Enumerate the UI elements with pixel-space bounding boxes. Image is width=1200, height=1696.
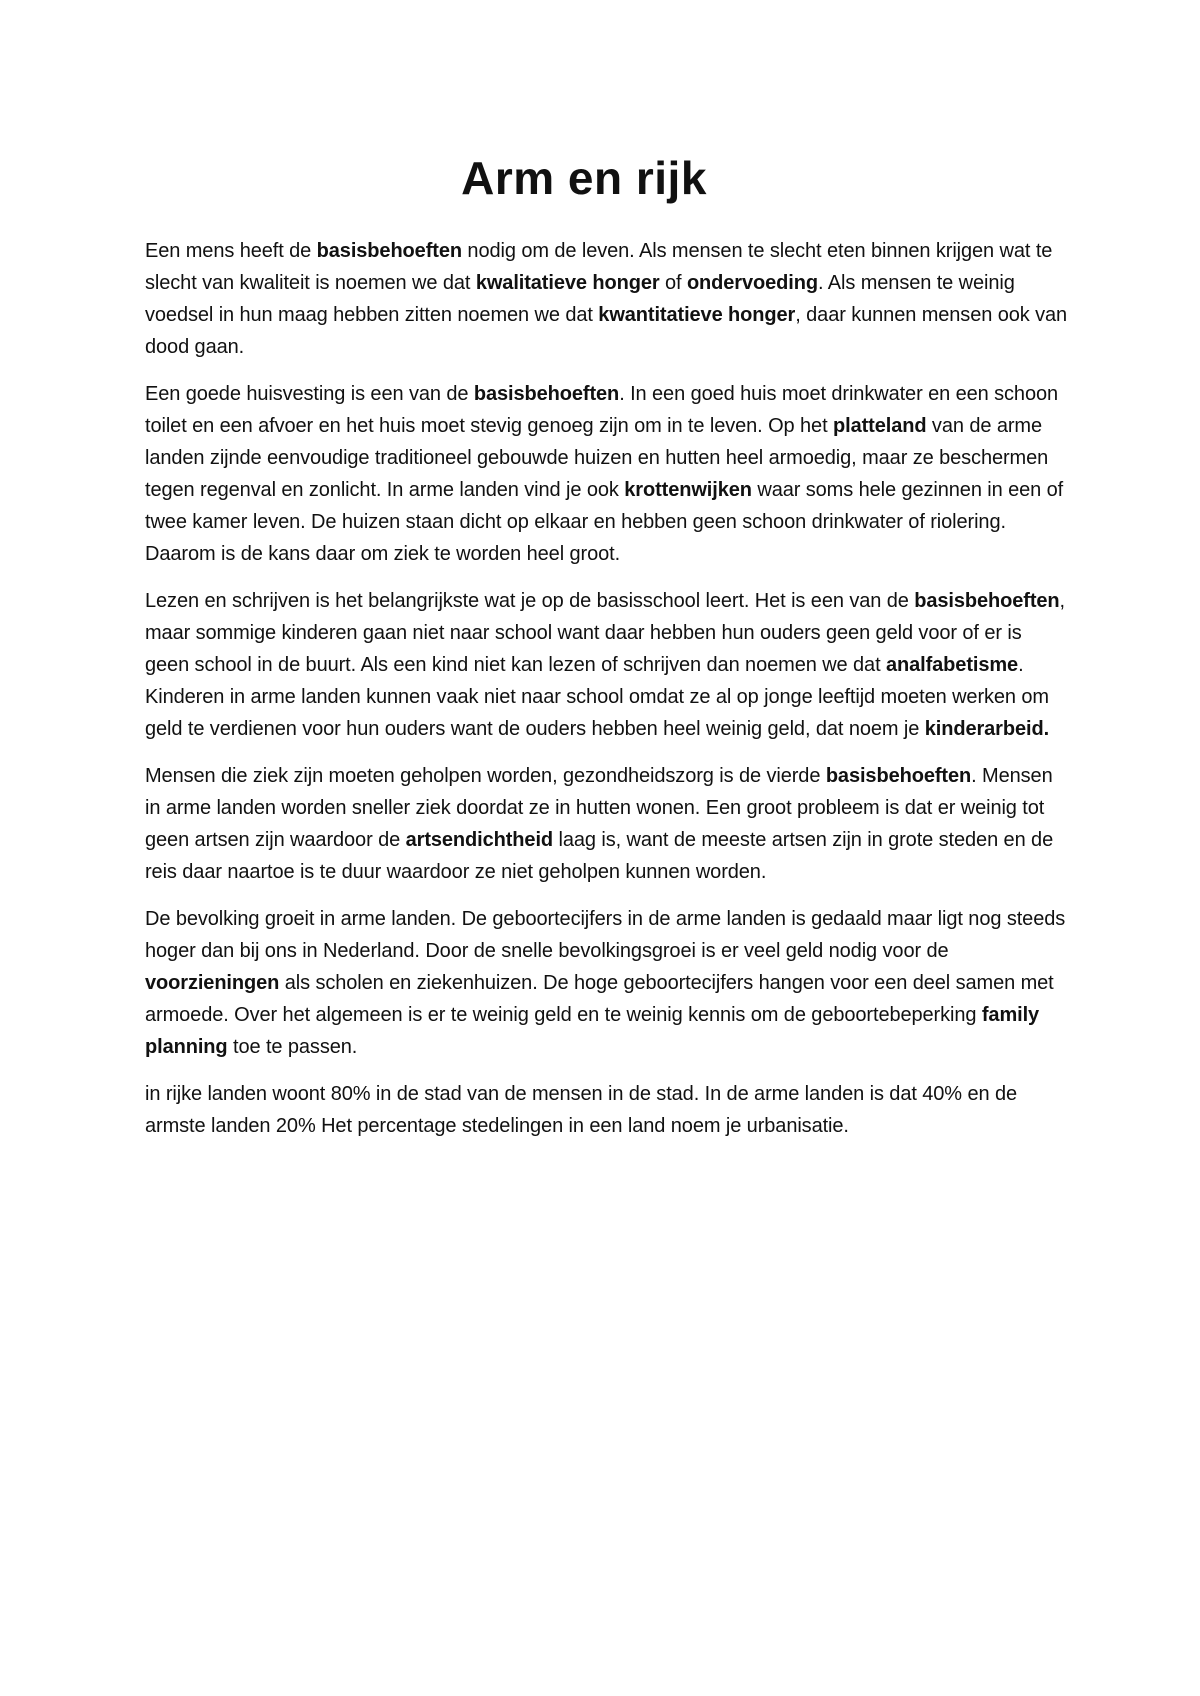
text-run: in rijke landen woont 80% in de stad van de mensen in de stad. In de arme landen is dat 40% en de armste landen 20% Het percentage stedelingen in een land noem je urbanisatie. [145,1083,1017,1137]
text-run: . Als mensen te weinig voedsel in hun maag hebben zitten noemen we dat [145,272,1015,326]
text-run: of [659,272,687,294]
paragraph-housing [145,378,1070,570]
text-run: Een goede huisvesting is een van de [145,383,474,405]
text-run: , maar sommige kinderen gaan niet naar school want daar hebben hun ouders geen geld voor of er is geen school in de buurt. Als een kind niet kan lezen of schrijven dan noemen we dat [145,590,1066,676]
text-run: Een mens heeft de [145,240,317,262]
text-run: als scholen en ziekenhuizen. De hoge geboortecijfers hangen voor een deel samen met armoede. Over het algemeen is er te weinig geld en te weinig kennis om de geboortebeperking [145,972,1054,1026]
text-run: waar soms hele gezinnen in een of twee kamer leven. De huizen staan dicht op elkaar en hebben geen schoon drinkwater of riolering. Daarom is de kans daar om ziek te worden heel groot. [145,479,1064,565]
bold-term: analfabetisme [885,654,1019,676]
bold-term: kinderarbeid. [924,718,1050,740]
bold-term: kwalitatieve honger [475,272,660,294]
paragraph-nutrition [145,235,1070,363]
text-run: Lezen en schrijven is het belangrijkste wat je op de basisschool leert. Het is een van de [145,590,915,612]
text-run: van de arme landen zijnde eenvoudige traditioneel gebouwde huizen en hutten heel armoedig, maar ze beschermen tegen regenval en zonlicht. In arme landen vind je ook [145,415,1049,501]
text-run: , daar kunnen mensen ook van dood gaan. [145,304,1068,358]
text-run: . Kinderen in arme landen kunnen vaak niet naar school omdat ze al op jonge leeftijd moeten werken om geld te verdienen voor hun ouders want de ouders hebben heel weinig geld, dat noem je [145,654,1049,740]
bold-term: basisbehoeften [316,240,462,262]
bold-term: kwantitatieve honger [598,304,796,326]
text-run: De bevolking groeit in arme landen. De geboortecijfers in de arme landen is gedaald maar ligt nog steeds hoger dan bij ons in Nederland. Door de snelle bevolkingsgroei is er veel geld nodig voor de [145,908,1066,962]
text-run: . In een goed huis moet drinkwater en een schoon toilet en een afvoer en het huis moet stevig genoeg zijn om in te leven. Op het [145,383,1059,437]
bold-term: basisbehoeften [473,383,620,405]
paragraph-education [145,585,1070,745]
paragraph-population [145,903,1070,1063]
text-run: . Mensen in arme landen worden sneller ziek doordat ze in hutten wonen. Een groot probleem is dat er weinig tot geen artsen zijn waardoor de [145,765,1053,851]
paragraph-urbanisation [145,1078,1070,1142]
bold-term: artsendichtheid [405,829,554,851]
paragraph-healthcare [145,760,1070,888]
text-run: laag is, want de meeste artsen zijn in grote steden en de reis daar naartoe is te duur waardoor ze niet geholpen kunnen worden. [145,829,1054,883]
bold-term: family planning [145,1004,1040,1058]
document-title: Arm en rijk [461,152,707,204]
document-body [145,235,1070,1157]
bold-term: basisbehoeften [914,590,1060,612]
text-run: nodig om de leven. Als mensen te slecht eten binnen krijgen wat te slecht van kwaliteit is noemen we dat [145,240,1053,294]
bold-term: platteland [833,415,927,437]
text-run: Mensen die ziek zijn moeten geholpen worden, gezondheidszorg is de vierde [145,765,826,787]
text-run: toe te passen. [227,1036,358,1058]
bold-term: ondervoeding [686,272,818,294]
bold-term: krottenwijken [624,479,752,501]
bold-term: voorzieningen [145,972,280,994]
bold-term: basisbehoeften [825,765,972,787]
